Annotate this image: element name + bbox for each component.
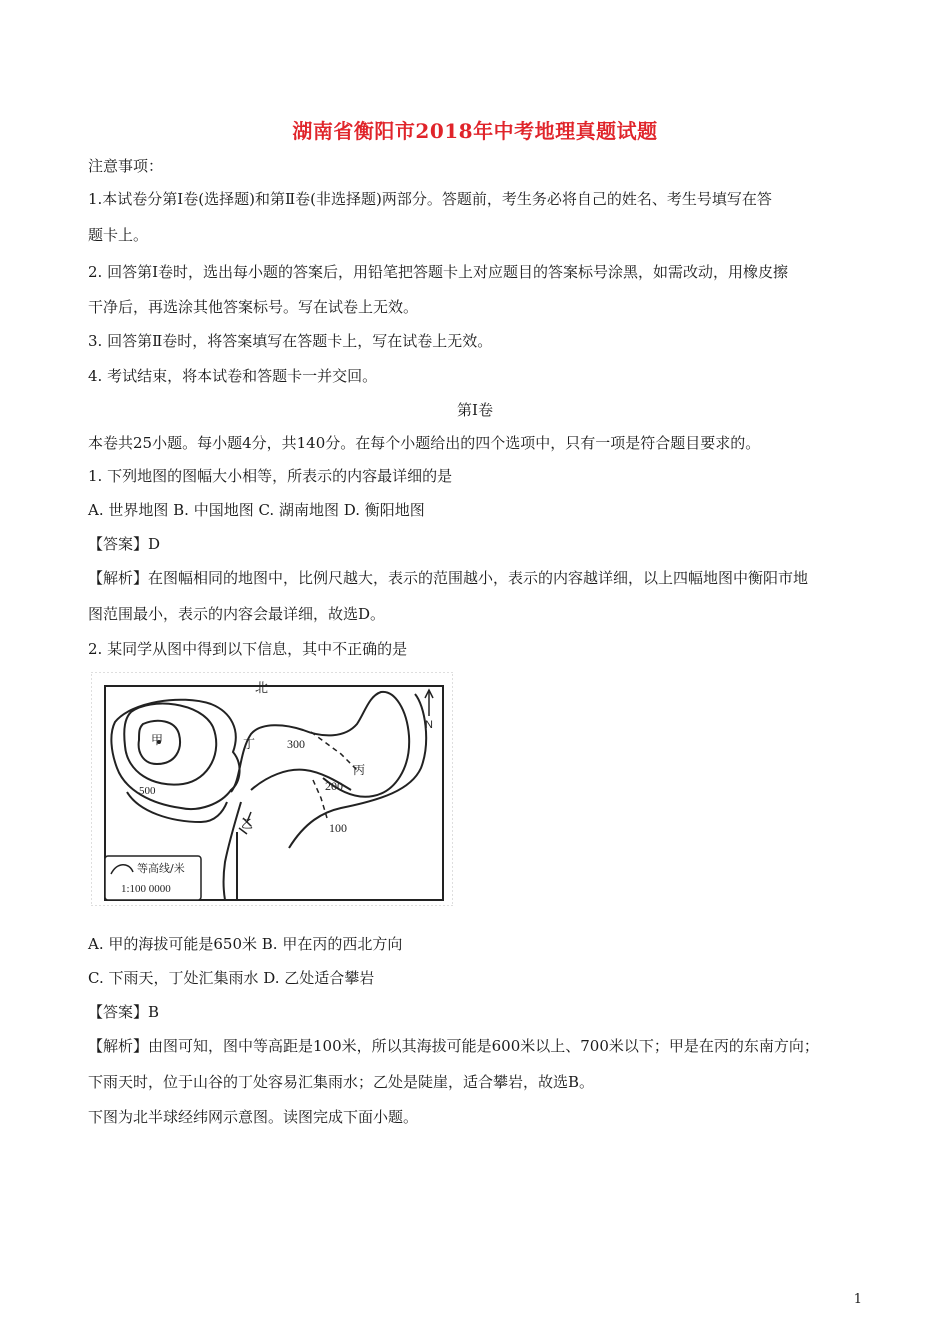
notice-1-line1: 1.本试卷分第Ⅰ卷(选择题)和第Ⅱ卷(非选择题)两部分。答题前，考生务必将自己的姓名、考生号填写在答 [88, 190, 772, 208]
page-number: 1 [853, 1292, 862, 1307]
notice-2-line2: 干净后，再选涂其他答案标号。写在试卷上无效。 [88, 298, 419, 316]
label-jia: 甲 [151, 733, 164, 747]
question-1-answer: 【答案】D [88, 535, 161, 553]
label-ding: 丁 [243, 737, 256, 751]
label-yi: 乙 [241, 817, 254, 831]
contour-label-200: 200 [325, 779, 343, 793]
contour-label-500: 500 [139, 785, 156, 797]
compass-letter: N [425, 719, 433, 731]
section-intro: 本卷共25小题。每小题4分，共140分。在每个小题给出的四个选项中，只有一项是符合题目要求的。 [88, 434, 761, 452]
legend-scale-label: 1:100 0000 [121, 883, 171, 895]
notice-heading: 注意事项： [88, 157, 164, 175]
notice-2-line1: 2. 回答第Ⅰ卷时，选出每小题的答案后，用铅笔把答题卡上对应题目的答案标号涂黑，如需改动，用橡皮擦 [88, 263, 789, 281]
contour-map-svg [91, 672, 453, 906]
legend-contour-label: 等高线/米 [137, 862, 185, 875]
question-2-analysis-line1: 【解析】由图可知，图中等高距是100米，所以其海拔可能是600米以上、700米以下；甲是在丙的东南方向； [88, 1037, 819, 1055]
contour-label-100: 100 [329, 821, 347, 835]
question-1-analysis-line1: 【解析】在图幅相同的地图中，比例尺越大，表示的范围越小，表示的内容越详细，以上四幅地图中衡阳市地 [88, 569, 809, 587]
document-title: 湖南省衡阳市2018年中考地理真题试题 [292, 119, 658, 143]
notice-4: 4. 考试结束，将本试卷和答题卡一并交回。 [88, 367, 378, 385]
question-2-stem: 2. 某同学从图中得到以下信息，其中不正确的是 [88, 640, 408, 658]
question-2-analysis-line2: 下雨天时，位于山谷的丁处容易汇集雨水；乙处是陡崖，适合攀岩，故选B。 [88, 1073, 595, 1091]
question-1-analysis-line2: 图范围最小，表示的内容会最详细，故选D。 [88, 605, 386, 623]
section-title: 第Ⅰ卷 [457, 401, 493, 419]
contour-label-300: 300 [287, 737, 305, 751]
contour-map-figure [91, 672, 453, 906]
notice-1-line2: 题卡上。 [88, 226, 149, 244]
question-1-stem: 1. 下列地图的图幅大小相等，所表示的内容最详细的是 [88, 467, 453, 485]
question-2-answer: 【答案】B [88, 1003, 160, 1021]
question-2-options-line1: A. 甲的海拔可能是650米 B. 甲在丙的西北方向 [88, 935, 403, 953]
label-bing: 丙 [353, 763, 366, 777]
label-north: 北 [255, 681, 269, 696]
question-1-options: A. 世界地图 B. 中国地图 C. 湖南地图 D. 衡阳地图 [88, 501, 425, 519]
question-2-options-line2: C. 下雨天，丁处汇集雨水 D. 乙处适合攀岩 [88, 969, 375, 987]
notice-3: 3. 回答第Ⅱ卷时，将答案填写在答题卡上，写在试卷上无效。 [88, 332, 493, 350]
question-3-intro: 下图为北半球经纬网示意图。读图完成下面小题。 [88, 1108, 419, 1126]
